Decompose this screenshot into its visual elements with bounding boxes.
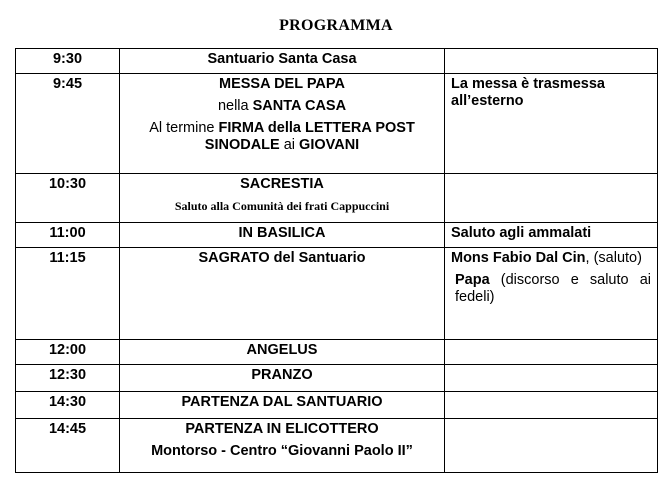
table-row [16, 74, 658, 174]
event-cell: SAGRATO del Santuario [120, 248, 445, 340]
table-row [16, 340, 658, 365]
time-cell: 12:00 [16, 340, 120, 365]
event-title: SACRESTIA [240, 176, 324, 192]
note-cell: Saluto agli ammalati [445, 223, 658, 248]
table-row [16, 223, 658, 248]
event-text-bold: SANTA CASA [252, 98, 347, 114]
event-title: MESSA DEL PAPA [219, 76, 345, 92]
event-line [126, 98, 438, 115]
table-row [16, 392, 658, 419]
time-cell: 14:45 [16, 419, 120, 473]
event-cell: PARTENZA DAL SANTUARIO [120, 392, 445, 419]
note-text: (discorso e saluto ai fedeli) [455, 272, 651, 305]
event-text: Al termine [149, 120, 219, 136]
time-cell: 14:30 [16, 392, 120, 419]
note-text: , (saluto) [585, 250, 642, 266]
event-text-bold: FIRMA della LETTERA POST SINODALE [204, 120, 415, 153]
event-text: ai [279, 137, 300, 153]
note-line [451, 272, 651, 306]
event-title: PARTENZA IN ELICOTTERO [185, 421, 379, 437]
table-row [16, 49, 658, 74]
event-cell: ANGELUS [120, 340, 445, 365]
note-cell [445, 174, 658, 223]
time-cell: 11:15 [16, 248, 120, 340]
note-cell [445, 392, 658, 419]
document-title: PROGRAMMA [279, 17, 393, 34]
table-row [16, 419, 658, 473]
event-cell: Santuario Santa Casa [120, 49, 445, 74]
event-cell [120, 174, 445, 223]
event-subtitle: Montorso - Centro “Giovanni Paolo II” [151, 443, 413, 459]
time-cell: 10:30 [16, 174, 120, 223]
note-text-bold: Mons Fabio Dal Cin [451, 250, 586, 266]
event-cell: IN BASILICA [120, 223, 445, 248]
schedule-table [15, 48, 658, 473]
event-subtitle: Saluto alla Comunità dei frati Cappuccini [174, 199, 390, 213]
note-cell [445, 49, 658, 74]
note-cell: La messa è trasmessa all’esterno [445, 74, 658, 174]
time-cell: 9:45 [16, 74, 120, 174]
note-cell [445, 340, 658, 365]
time-cell: 11:00 [16, 223, 120, 248]
note-line [451, 250, 651, 267]
note-text-bold: Papa [455, 272, 490, 288]
event-cell [120, 419, 445, 473]
note-cell [445, 419, 658, 473]
event-cell: PRANZO [120, 365, 445, 392]
time-cell: 12:30 [16, 365, 120, 392]
event-line [126, 120, 438, 154]
event-cell [120, 74, 445, 174]
note-cell [445, 365, 658, 392]
time-cell: 9:30 [16, 49, 120, 74]
table-row [16, 174, 658, 223]
table-row [16, 248, 658, 340]
event-text-bold: GIOVANI [299, 137, 360, 153]
event-text: nella [217, 98, 253, 114]
table-row [16, 365, 658, 392]
note-cell [445, 248, 658, 340]
